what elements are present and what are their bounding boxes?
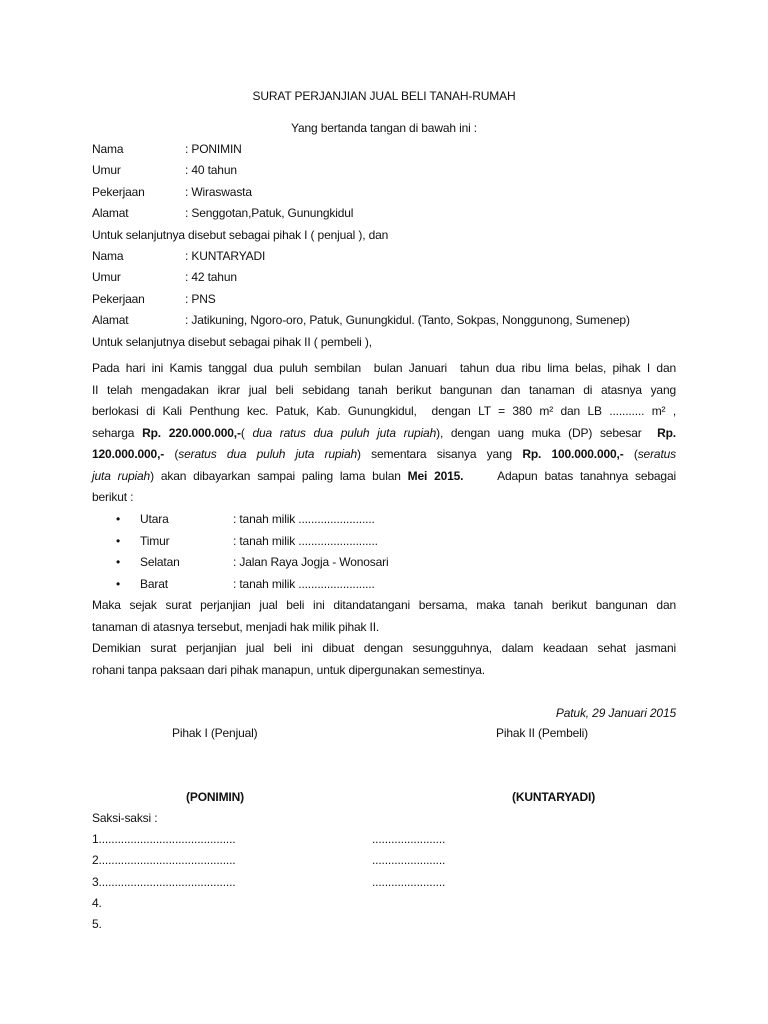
field-row xyxy=(92,141,676,157)
field-value: : Senggotan,Patuk, Gunungkidul xyxy=(185,206,354,221)
field-row xyxy=(92,184,676,200)
field-label: Nama xyxy=(92,142,124,156)
field-row xyxy=(92,248,676,264)
witnesses-label: Saksi-saksi : xyxy=(92,811,158,825)
field-value: : PNS xyxy=(185,291,216,306)
field-label: Pekerjaan xyxy=(92,291,145,306)
field-label: Umur xyxy=(92,270,121,285)
field-row xyxy=(92,205,676,221)
boundary-value: : tanah milik ........................ xyxy=(233,512,375,526)
text-segment: ) akan dibayarkan sampai paling lama bulan xyxy=(150,468,408,483)
witness-right: ....................... xyxy=(372,853,446,868)
text-segment: berikut : xyxy=(92,490,134,504)
text-segment: Mei 2015. xyxy=(407,468,464,483)
text-segment: ( xyxy=(164,447,179,461)
paragraph-line xyxy=(92,489,676,505)
witness-left: 2........................................... xyxy=(92,853,236,868)
field-label: Alamat xyxy=(92,206,129,221)
field-row xyxy=(92,269,676,285)
field-value: : KUNTARYADI xyxy=(185,249,266,263)
boundary-side: Utara xyxy=(140,512,169,526)
witness-left: 3........................................... xyxy=(92,874,236,889)
field-label: Pekerjaan xyxy=(92,184,145,199)
text-segment: Rp. 100.000.000,- xyxy=(522,447,624,461)
text-segment: ) sementara sisanya yang xyxy=(357,447,523,461)
paragraph-line: rohani tanpa paksaan dari pihak manapun, untuk dipergunakan semestinya. xyxy=(92,662,485,677)
boundary-value: : Jalan Raya Jogja - Wonosari xyxy=(233,555,389,570)
field-label: Umur xyxy=(92,163,121,178)
bullet-icon: • xyxy=(116,576,121,591)
date-place: Patuk, 29 Januari 2015 xyxy=(555,706,676,720)
party1-signature-name: (PONIMIN) xyxy=(186,790,244,804)
text-segment: ( xyxy=(240,425,253,440)
text-segment: Rp. xyxy=(657,425,676,440)
bullet-icon: • xyxy=(116,555,121,570)
boundary-value: : tanah milik ........................ xyxy=(233,576,375,591)
bullet-icon: • xyxy=(116,533,121,548)
intro-text: Yang bertanda tangan di bawah ini : xyxy=(290,121,477,135)
text-segment: juta rupiah xyxy=(92,468,151,483)
paragraph-line xyxy=(92,446,676,462)
witness-left: 1........................................... xyxy=(92,832,236,846)
boundary-item xyxy=(116,511,375,527)
text-segment: seratus xyxy=(637,447,677,461)
party-note: Untuk selanjutnya disebut sebagai pihak I ( penjual ), dan xyxy=(92,227,389,242)
bullet-icon: • xyxy=(116,512,121,526)
text-segment: Pada hari ini Kamis tanggal dua puluh sembilan bulan Januari tahun dua ribu lima belas, pihak I dan xyxy=(92,361,676,375)
party2-signature-name: (KUNTARYADI) xyxy=(512,790,596,804)
party1-signature-label: Pihak I (Penjual) xyxy=(172,726,258,740)
boundary-side: Barat xyxy=(140,576,168,591)
field-value: : PONIMIN xyxy=(185,142,242,156)
paragraph-line: Demikian surat perjanjian jual beli ini dibuat dengan sesungguhnya, dalam keadaan sehat jasmani xyxy=(92,641,676,656)
field-value: : 42 tahun xyxy=(185,270,237,285)
document-title: SURAT PERJANJIAN JUAL BELI TANAH-RUMAH xyxy=(252,89,516,103)
field-label: Nama xyxy=(92,249,124,263)
text-segment: ), dengan uang muka (DP) sebesar xyxy=(436,425,658,440)
paragraph-line xyxy=(92,468,676,484)
party2-signature-label: Pihak II (Pembeli) xyxy=(496,726,588,740)
boundary-side: Timur xyxy=(140,533,170,548)
paragraph-line: tanaman di atasnya tersebut, menjadi hak milik pihak II. xyxy=(92,619,380,634)
text-segment: ( xyxy=(623,447,638,461)
witness-right: ....................... xyxy=(372,874,446,889)
field-value: : Wiraswasta xyxy=(185,184,252,199)
field-row xyxy=(92,162,676,178)
boundary-item xyxy=(116,533,378,549)
witness-left: 5. xyxy=(92,917,102,932)
field-label: Alamat xyxy=(92,313,129,328)
text-segment: berlokasi di Kali Penthung kec. Patuk, Kab. Gunungkidul, dengan LT = 380 m² dan LB ........... m² , xyxy=(92,404,676,418)
paragraph-line: Maka sejak surat perjanjian jual beli ini ditandatangani bersama, maka tanah berikut bangunan dan xyxy=(92,598,676,612)
text-segment: seratus dua puluh juta rupiah xyxy=(178,447,357,461)
paragraph-line xyxy=(92,425,676,441)
paragraph-line xyxy=(92,382,676,398)
boundary-item xyxy=(116,554,389,570)
boundary-item xyxy=(116,576,375,592)
text-segment: seharga xyxy=(92,425,143,440)
field-value: : Jatikuning, Ngoro-oro, Patuk, Gunungkidul. (Tanto, Sokpas, Nonggunong, Sumenep) xyxy=(185,313,630,328)
text-segment: Rp. 220.000.000,- xyxy=(142,425,241,440)
witness-left: 4. xyxy=(92,895,102,910)
boundary-side: Selatan xyxy=(140,555,180,570)
text-segment: dua ratus dua puluh juta rupiah xyxy=(252,425,437,440)
text-segment: II telah mengadakan ikrar jual beli sebidang tanah berikut bangunan dan tanaman di atasnya yang xyxy=(92,382,676,397)
paragraph-line xyxy=(92,403,676,419)
paragraph-line xyxy=(92,360,676,376)
witness-right: ....................... xyxy=(372,832,446,846)
field-value: : 40 tahun xyxy=(185,163,237,178)
field-row xyxy=(92,312,676,328)
field-row xyxy=(92,291,676,307)
boundary-value: : tanah milik ......................... xyxy=(233,533,378,548)
party-note: Untuk selanjutnya disebut sebagai pihak II ( pembeli ), xyxy=(92,334,372,349)
text-segment: 120.000.000,- xyxy=(92,447,165,461)
text-segment: Adapun batas tanahnya sebagai xyxy=(463,468,676,483)
